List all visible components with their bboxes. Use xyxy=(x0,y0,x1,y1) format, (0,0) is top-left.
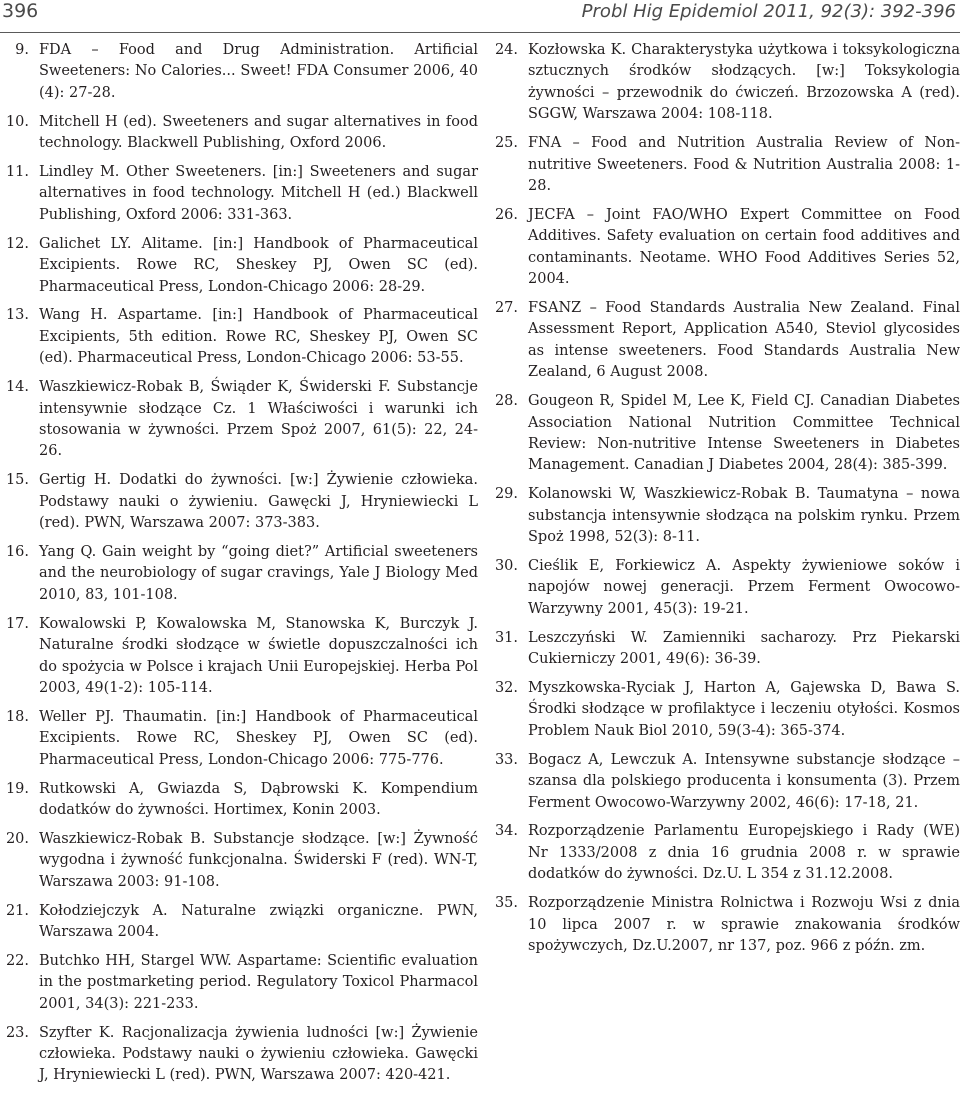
reference-item xyxy=(2,40,478,104)
page-header xyxy=(0,0,960,33)
reference-item xyxy=(2,542,478,606)
reference-item xyxy=(490,821,960,885)
reference-item xyxy=(490,750,960,814)
reference-number: 34. xyxy=(494,823,518,840)
reference-item xyxy=(490,40,960,126)
journal-citation: Probl Hig Epidemiol 2011, 92(3): 392-396 xyxy=(581,1,956,22)
reference-item xyxy=(490,205,960,291)
reference-text: Mitchell H (ed). Sweeteners and sugar alternatives in food technology. Blackwell Publishing, Oxford 2006. xyxy=(39,113,478,152)
reference-text: JECFA – Joint FAO/WHO Expert Committee on Food Additives. Safety evaluation on certain food additives and contaminants. Neotame. WHO Food Additives Series 52, 2004. xyxy=(528,206,960,288)
reference-number: 26. xyxy=(494,206,518,223)
reference-text: Kozłowska K. Charakterystyka użytkowa i toksykologiczna sztucznych środków słodzących. [w:] Toksykologia żywności – przewodnik do ćwiczeń. Brzozowska A (red). SGGW, Warszawa 2004: 108-118. xyxy=(528,42,960,123)
reference-number: 24. xyxy=(494,42,518,58)
reference-text: FNA – Food and Nutrition Australia Review of Non-nutritive Sweeteners. Food & Nutrition Australia 2008: 1-28. xyxy=(528,135,960,194)
reference-text: Kolanowski W, Waszkiewicz-Robak B. Taumatyna – nowa substancja intensywnie słodząca na polskim rynku. Przem Spoż 1998, 52(3): 8-11. xyxy=(528,486,960,546)
reference-number: 19. xyxy=(5,780,29,797)
reference-text: Lindley M. Other Sweeteners. [in:] Sweeteners and sugar alternatives in food technology. Mitchell H (ed.) Blackwell Publishing, Oxford 2006: 331-363. xyxy=(39,164,478,223)
reference-text: Bogacz A, Lewczuk A. Intensywne substancje słodzące – szansa dla polskiego producenta i konsumenta (3). Przem Ferment Owocowo-Warzywny 2002, 46(6): 17-18, 21. xyxy=(528,751,960,811)
reference-item xyxy=(2,112,478,155)
reference-number: 16. xyxy=(5,544,29,561)
reference-number: 13. xyxy=(5,307,29,324)
reference-number: 31. xyxy=(494,629,518,646)
reference-number: 17. xyxy=(5,615,29,632)
reference-number: 14. xyxy=(5,379,29,396)
reference-text: Rozporządzenie Parlamentu Europejskiego i Rady (WE) Nr 1333/2008 z dnia 16 grudnia 2008 r. w sprawie dodatków do żywności. Dz.U. L 354 z 31.12.2008. xyxy=(528,823,960,883)
reference-number: 21. xyxy=(5,902,29,919)
references-right-column xyxy=(490,40,960,965)
reference-number: 33. xyxy=(494,751,518,768)
reference-number: 22. xyxy=(5,952,29,969)
reference-item xyxy=(2,1023,478,1087)
reference-item xyxy=(2,305,478,369)
reference-number: 15. xyxy=(5,472,29,489)
reference-item xyxy=(2,377,478,463)
reference-item xyxy=(2,707,478,771)
reference-text: Galichet LY. Alitame. [in:] Handbook of Pharmaceutical Excipients. Rowe RC, Sheskey PJ, Owen SC (ed). Pharmaceutical Press, London-Chicago 2006: 28-29. xyxy=(39,235,478,295)
reference-item xyxy=(2,779,478,822)
reference-number: 20. xyxy=(5,830,29,847)
reference-item xyxy=(490,893,960,957)
reference-item xyxy=(490,133,960,197)
reference-item xyxy=(2,829,478,893)
reference-number: 35. xyxy=(494,895,518,912)
reference-text: Kowalowski P, Kowalowska M, Stanowska K, Burczyk J. Naturalne środki słodzące w świetle dopuszczalności ich do spożycia w Polsce i krajach Unii Europejskiej. Herba Pol 2003, 49(1-2): 105-114. xyxy=(39,615,478,696)
reference-number: 10. xyxy=(5,113,29,130)
reference-number: 12. xyxy=(5,235,29,252)
reference-text: Kołodziejczyk A. Naturalne związki organiczne. PWN, Warszawa 2004. xyxy=(39,902,478,941)
reference-number: 18. xyxy=(5,708,29,725)
reference-number: 25. xyxy=(494,135,518,152)
reference-item xyxy=(2,614,478,700)
reference-item xyxy=(490,678,960,742)
reference-text: Waszkiewicz-Robak B. Substancje słodzące. [w:] Żywność wygodna i żywność funkcjonalna. Świderski F (red). WN-T, Warszawa 2003: 91-108. xyxy=(39,830,478,890)
references-left-column xyxy=(2,40,478,1094)
reference-item xyxy=(2,162,478,226)
reference-text: Cieślik E, Forkiewicz A. Aspekty żywieniowe soków i napojów nowej generacji. Przem Ferment Owocowo-Warzywny 2001, 45(3): 19-21. xyxy=(528,557,960,617)
reference-text: Gertig H. Dodatki do żywności. [w:] Żywienie człowieka. Podstawy nauki o żywieniu. Gawęcki J, Hryniewiecki L (red). PWN, Warszawa 2007: 373-383. xyxy=(39,472,478,532)
reference-number: 28. xyxy=(494,393,518,410)
reference-item xyxy=(2,951,478,1015)
reference-text: Leszczyński W. Zamienniki sacharozy. Prz Piekarski Cukierniczy 2001, 49(6): 36-39. xyxy=(528,629,960,668)
reference-item xyxy=(490,298,960,384)
reference-item xyxy=(490,484,960,548)
reference-text: Weller PJ. Thaumatin. [in:] Handbook of Pharmaceutical Excipients. Rowe RC, Sheskey PJ, Owen SC (ed). Pharmaceutical Press, London-Chicago 2006: 775-776. xyxy=(39,708,478,768)
reference-text: Myszkowska-Ryciak J, Harton A, Gajewska D, Bawa S. Środki słodzące w profilaktyce i leczeniu otyłości. Kosmos Problem Nauk Biol 2010, 59(3-4): 365-374. xyxy=(528,679,960,739)
reference-text: Yang Q. Gain weight by “going diet?” Artificial sweeteners and the neurobiology of sugar cravings, Yale J Biology Med 2010, 83, 101-108. xyxy=(39,544,478,603)
reference-item xyxy=(490,628,960,671)
reference-text: Szyfter K. Racjonalizacja żywienia ludności [w:] Żywienie człowieka. Podstawy nauki o żywieniu człowieka. Gawęcki J, Hryniewiecki L (red). PWN, Warszawa 2007: 420-421. xyxy=(39,1024,478,1084)
reference-item xyxy=(2,470,478,534)
reference-item xyxy=(2,901,478,944)
reference-text: FDA – Food and Drug Administration. Artificial Sweeteners: No Calories... Sweet! FDA Consumer 2006, 40 (4): 27-28. xyxy=(39,42,478,101)
reference-number: 27. xyxy=(494,299,518,316)
reference-number: 29. xyxy=(494,486,518,503)
reference-text: Rozporządzenie Ministra Rolnictwa i Rozwoju Wsi z dnia 10 lipca 2007 r. w sprawie znakowania środków spożywczych, Dz.U.2007, nr 137, poz. 966 z późn. zm. xyxy=(528,895,960,954)
reference-text: Wang H. Aspartame. [in:] Handbook of Pharmaceutical Excipients, 5th edition. Rowe RC, Sheskey PJ, Owen SC (ed). Pharmaceutical Press, London-Chicago 2006: 53-55. xyxy=(39,307,478,367)
reference-text: Gougeon R, Spidel M, Lee K, Field CJ. Canadian Diabetes Association National Nutrition Committee Technical Review: Non-nutritive Intense Sweeteners in Diabetes Management. Canadian J Diabetes 2004, 28(4): 385-399. xyxy=(528,393,960,474)
reference-text: FSANZ – Food Standards Australia New Zealand. Final Assessment Report, Application A540, Steviol glycosides as intense sweeteners. Food Standards Australia New Zealand, 6 August 2008. xyxy=(528,299,960,381)
reference-number: 32. xyxy=(494,679,518,696)
reference-number: 23. xyxy=(5,1024,29,1041)
reference-text: Rutkowski A, Gwiazda S, Dąbrowski K. Kompendium dodatków do żywności. Hortimex, Konin 2003. xyxy=(39,780,478,818)
reference-item xyxy=(490,556,960,620)
reference-item xyxy=(490,391,960,477)
reference-number: 9. xyxy=(15,42,29,58)
page-number: 396 xyxy=(2,0,39,22)
reference-text: Waszkiewicz-Robak B, Świąder K, Świderski F. Substancje intensywnie słodzące Cz. 1 Właściwości i warunki ich stosowania w żywności. Przem Spoż 2007, 61(5): 22, 24-26. xyxy=(39,379,478,460)
reference-number: 30. xyxy=(494,557,518,574)
reference-item xyxy=(2,234,478,298)
reference-text: Butchko HH, Stargel WW. Aspartame: Scientific evaluation in the postmarketing period. Regulatory Toxicol Pharmacol 2001, 34(3): 221-233. xyxy=(39,952,478,1012)
reference-number: 11. xyxy=(5,164,29,181)
